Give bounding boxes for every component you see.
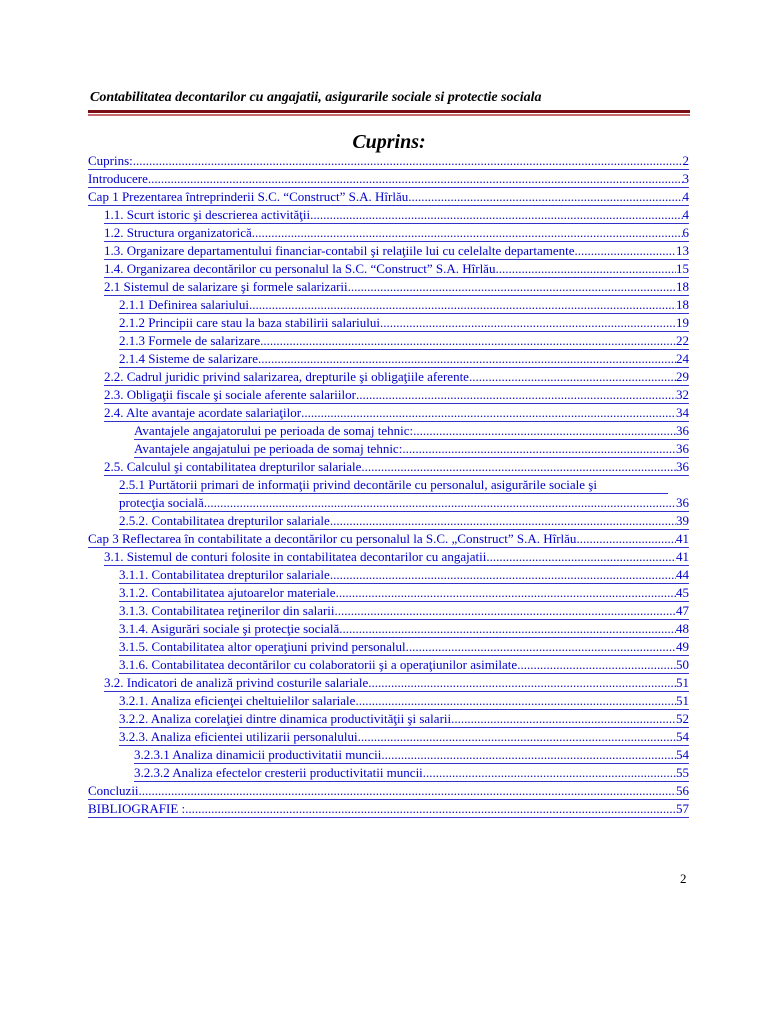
toc-entry[interactable] [104, 674, 689, 692]
toc-entry-page: 24 [676, 351, 689, 366]
toc-entry[interactable] [119, 494, 689, 512]
toc-leader [361, 458, 676, 476]
toc-heading: Cuprins: [352, 131, 426, 153]
toc-leader [469, 368, 676, 386]
toc-entry-text: Cap 3 Reflectarea în contabilitate a decontărilor cu personalul la S.C. „Construct” S.A. Hîrlău [88, 531, 577, 546]
toc-entry[interactable] [88, 782, 689, 800]
toc-leader [575, 242, 676, 260]
toc-entry-page: 36 [676, 495, 689, 510]
toc-entry[interactable] [104, 260, 689, 278]
toc-entry-text: 3.1.5. Contabilitatea altor operaţiuni privind personalul [119, 639, 406, 654]
toc-entry[interactable] [88, 188, 689, 206]
toc-entry-page: 2 [682, 153, 689, 168]
toc-leader [339, 620, 676, 638]
toc-entry[interactable] [119, 512, 689, 530]
toc-entry[interactable] [104, 548, 689, 566]
toc-leader [249, 296, 676, 314]
toc-entry-page: 51 [676, 675, 689, 690]
toc-leader [355, 692, 676, 710]
toc-entry[interactable] [104, 458, 689, 476]
header-divider [88, 110, 690, 113]
toc-leader [368, 674, 676, 692]
toc-entry-text: 3.2.3.2 Analiza efectelor cresterii productivitatii muncii [134, 765, 423, 780]
toc-entry-text: Concluzii [88, 783, 139, 798]
toc-entry-text: Introducere [88, 171, 148, 186]
toc-entry[interactable] [119, 638, 689, 656]
toc-entry[interactable] [104, 242, 689, 260]
toc-entry-text: Avantajele angajatorului pe perioada de somaj tehnic: [134, 423, 414, 438]
toc-entry-page: 29 [676, 369, 689, 384]
toc-entry-text: 2.3. Obligaţii fiscale şi sociale aferente salariilor [104, 387, 356, 402]
toc-entry-text: protecţia socială [119, 495, 204, 510]
toc-entry[interactable] [104, 206, 689, 224]
toc-leader [301, 404, 676, 422]
toc-entry-page: 34 [676, 405, 689, 420]
toc-leader [260, 332, 676, 350]
toc-entry-page: 22 [676, 333, 689, 348]
toc-entry-text: 3.2.1. Analiza eficienţei cheltuielilor salariale [119, 693, 356, 708]
toc-leader [335, 602, 676, 620]
toc-entry[interactable] [88, 170, 689, 188]
toc-leader [310, 206, 682, 224]
toc-leader [408, 188, 682, 206]
toc-entry[interactable] [119, 692, 689, 710]
toc-entry-text: 2.1.1 Definirea salariului [119, 297, 249, 312]
toc-entry-page: 4 [682, 189, 689, 204]
toc-leader [348, 278, 676, 296]
toc-entry-text: Avantajele angajatului pe perioada de somaj tehnic: [134, 441, 403, 456]
toc-entry-text: 1.3. Organizare departamentului financiar-contabil şi relaţiile lui cu celelalte departamente [104, 243, 575, 258]
toc-entry-text: 3.2. Indicatori de analiză privind costurile salariale [104, 675, 369, 690]
toc-entry-text: 3.1. Sistemul de conturi folosite in contabilitatea decontarilor cu angajatii [104, 549, 487, 564]
toc-entry-page: 45 [676, 585, 689, 600]
toc-entry-text: 3.2.2. Analiza corelaţiei dintre dinamica productivităţii şi salarii [119, 711, 452, 726]
toc-entry[interactable] [134, 746, 689, 764]
toc-entry[interactable] [134, 422, 689, 440]
toc-entry[interactable] [104, 386, 689, 404]
toc-entry-page: 3 [682, 171, 689, 186]
toc-leader [517, 656, 676, 674]
toc-entry-text: 2.2. Cadrul juridic privind salarizarea, drepturile şi obligaţiile aferente [104, 369, 469, 384]
toc-entry-text: BIBLIOGRAFIE : [88, 801, 186, 816]
toc-entry-page: 36 [676, 441, 689, 456]
toc-leader [356, 386, 676, 404]
toc-leader [486, 548, 676, 566]
toc-entry[interactable] [119, 656, 689, 674]
toc-entry-text: 3.1.4. Asigurări sociale şi protecţie socială [119, 621, 340, 636]
toc-entry-page: 41 [676, 531, 689, 546]
toc-entry[interactable] [119, 620, 689, 638]
toc-entry-page: 15 [676, 261, 689, 276]
toc-entry-text: 3.1.1. Contabilitatea drepturilor salariale [119, 567, 330, 582]
toc-leader [406, 638, 676, 656]
toc-entry[interactable] [119, 332, 689, 350]
toc-entry-page: 48 [676, 621, 689, 636]
toc-leader [330, 512, 676, 530]
toc-entry-text: 2.1.4 Sisteme de salarizare [119, 351, 258, 366]
toc-entry-page: 4 [682, 207, 689, 222]
toc-entry[interactable] [104, 224, 689, 242]
toc-entry[interactable] [88, 152, 689, 170]
toc-entry[interactable] [119, 314, 689, 332]
toc-entry-page: 36 [676, 423, 689, 438]
toc-leader [252, 224, 683, 242]
toc-entry-page: 13 [676, 243, 689, 258]
toc-entry[interactable] [104, 278, 689, 296]
toc-entry-page: 18 [676, 297, 689, 312]
toc-leader [576, 530, 676, 548]
toc-entry-text: 1.2. Structura organizatorică [104, 225, 252, 240]
toc-entry-page: 47 [676, 603, 689, 618]
toc-leader [185, 800, 676, 818]
toc-entry[interactable] [119, 566, 689, 584]
toc-entry-text: Cap 1 Prezentarea întreprinderii S.C. “Construct” S.A. Hîrlău [88, 189, 409, 204]
toc-entry[interactable] [104, 404, 689, 422]
toc-entry-page: 36 [676, 459, 689, 474]
toc-leader [413, 422, 676, 440]
toc-entry-page: 18 [676, 279, 689, 294]
toc-leader [204, 494, 676, 512]
toc-leader [423, 764, 676, 782]
page-number: 2 [680, 871, 687, 886]
toc-entry[interactable] [119, 476, 668, 494]
toc-entry-text: 3.1.6. Contabilitatea decontărilor cu colaboratorii şi a operaţiunilor asimilate [119, 657, 518, 672]
toc-leader [495, 260, 676, 278]
toc-entry-page: 41 [676, 549, 689, 564]
toc-entry[interactable] [134, 764, 689, 782]
toc-entry-text: 1.1. Scurt istoric şi descrierea activităţii [104, 207, 311, 222]
toc-entry[interactable] [88, 530, 689, 548]
toc-entry-page: 54 [676, 747, 689, 762]
toc-entry-page: 44 [676, 567, 689, 582]
toc-entry[interactable] [119, 296, 689, 314]
toc-entry-page: 49 [676, 639, 689, 654]
toc-entry[interactable] [104, 368, 689, 386]
toc-entry-page: 19 [676, 315, 689, 330]
toc-entry-text: 3.2.3.1 Analiza dinamicii productivitatii muncii [134, 747, 382, 762]
toc-entry-page: 51 [676, 693, 689, 708]
toc-entry-page: 39 [676, 513, 689, 528]
toc-entry-page: 55 [676, 765, 689, 780]
toc-leader [402, 440, 676, 458]
toc-entry-page: 54 [676, 729, 689, 744]
toc-leader [258, 350, 676, 368]
toc-entry-text: 3.1.2. Contabilitatea ajutoarelor materiale [119, 585, 336, 600]
toc-leader [139, 782, 676, 800]
toc-entry-page: 32 [676, 387, 689, 402]
toc-entry-text: 3.1.3. Contabilitatea reţinerilor din salarii [119, 603, 335, 618]
toc-entry[interactable] [134, 440, 689, 458]
toc-entry-text: 2.1.2 Principii care stau la baza stabilirii salariului [119, 315, 381, 330]
toc-entry[interactable] [119, 602, 689, 620]
toc-leader [380, 314, 676, 332]
toc-entry-page: 56 [676, 783, 689, 798]
toc-leader [381, 746, 676, 764]
toc-entry-page: 57 [676, 801, 689, 816]
toc-leader [148, 170, 683, 188]
header-divider-secondary [88, 114, 690, 116]
toc-entry-page: 50 [676, 657, 689, 672]
toc-entry-text: Cuprins: [88, 153, 133, 168]
toc-entry-text: 2.1 Sistemul de salarizare şi formele salarizarii [104, 279, 348, 294]
toc-entry-page: 52 [676, 711, 689, 726]
toc-entry-page: 6 [682, 225, 689, 240]
toc-leader [451, 710, 676, 728]
toc-entry[interactable] [119, 710, 689, 728]
toc-leader [133, 152, 683, 170]
toc-entry-text: 1.4. Organizarea decontărilor cu personalul la S.C. “Construct” S.A. Hîrlău [104, 261, 496, 276]
toc-entry-text: 3.2.3. Analiza eficientei utilizarii personalului [119, 729, 358, 744]
toc-entry-text: 2.5.1 Purtătorii primari de informaţii privind decontările cu personalul, asigurările sociale şi [119, 477, 597, 492]
toc-entry-text: 2.4. Alte avantaje acordate salariaţilor [104, 405, 302, 420]
running-header: Contabilitatea decontarilor cu angajatii, asigurarile sociale si protectie sociala [90, 90, 542, 105]
toc-entry-text: 2.5. Calculul şi contabilitatea drepturilor salariale [104, 459, 362, 474]
toc-entry[interactable] [119, 728, 689, 746]
toc-leader [358, 728, 676, 746]
toc-entry[interactable] [119, 350, 689, 368]
toc-leader [336, 584, 676, 602]
toc-entry[interactable] [88, 800, 689, 818]
toc-entry[interactable] [119, 584, 689, 602]
toc-entry-text: 2.5.2. Contabilitatea drepturilor salariale [119, 513, 330, 528]
toc-leader [330, 566, 676, 584]
toc-entry-text: 2.1.3 Formele de salarizare [119, 333, 261, 348]
